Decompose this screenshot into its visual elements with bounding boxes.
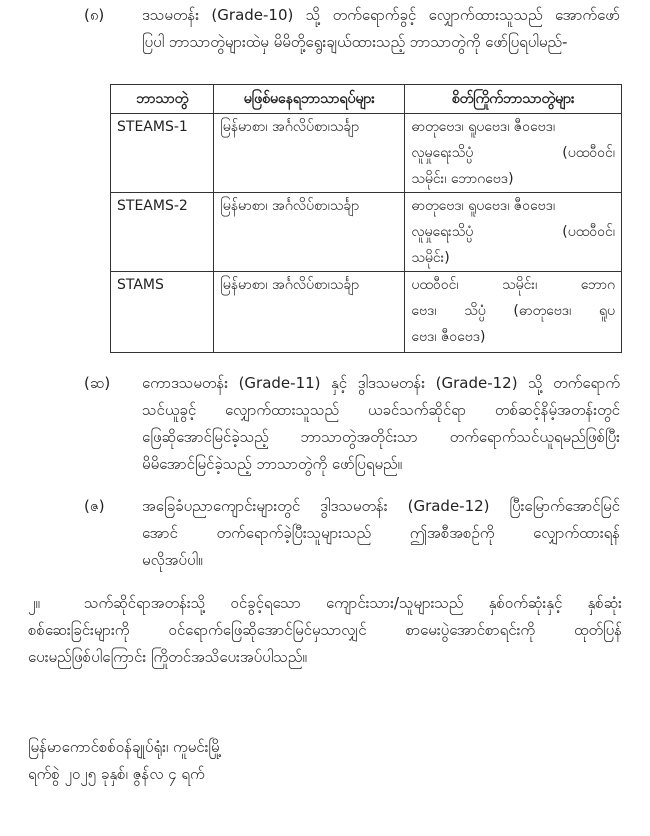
section-ga-line: အောင် တက်ရောက်ခဲ့ပြီးသူများသည် ဤအစီအစဉ်ကို လျှောက်ထားရန် <box>142 524 620 542</box>
section-two-marker: ၂။ <box>28 594 40 612</box>
section-two-line: စစ်ဆေးခြင်းများကို ဝင်ရောက်ဖြေဆိုအောင်မြင်မှသာလျှင် စာမေးပွဲအောင်စာရင်းကို ထုတ်ပြန် <box>28 621 622 639</box>
table-row <box>111 114 622 193</box>
section-ga-marker: (ဇ) <box>84 497 105 515</box>
elective-line: လူမှုရေးသိပ္ပံ (ပထဝီဝင်၊ <box>411 224 615 240</box>
compulsory-cell: မြန်မာစာ၊ အင်္ဂလိပ်စာ၊သင်္ချာ <box>214 272 405 353</box>
stream-cell: STEAMS-1 <box>111 114 214 193</box>
subject-combination-table <box>110 84 622 353</box>
stream-cell: STAMS <box>111 272 214 353</box>
compulsory-cell: မြန်မာစာ၊ အင်္ဂလိပ်စာ၊သင်္ချာ <box>214 193 405 272</box>
section-two-line: သက်ဆိုင်ရာအတန်းသို့ ဝင်ခွင့်ရသော ကျောင်းသား/သူများသည် နှစ်ဝက်ဆုံးနှင့် နှစ်ဆုံး <box>84 594 622 612</box>
compulsory-cell: မြန်မာစာ၊ အင်္ဂလိပ်စာ၊သင်္ချာ <box>214 114 405 193</box>
table-row <box>111 272 622 353</box>
elective-cell <box>405 193 622 272</box>
elective-line: သမိုင်း၊ ဘောဂဗေဒ) <box>411 171 514 187</box>
section-two-line: ပေးမည်ဖြစ်ပါကြောင်း ကြိုတင်အသိပေးအပ်ပါသည်။ <box>28 648 307 666</box>
signature-office: မြန်မာကောင်စစ်ဝန်ချုပ်ရုံး၊ ကူမင်းမြို့ <box>28 738 222 756</box>
section-kha-marker: (ဆ) <box>84 374 111 392</box>
table-header-row <box>111 85 622 114</box>
header-compulsory: မဖြစ်မနေရဘာသာရပ်များ <box>214 85 405 114</box>
elective-cell <box>405 272 622 353</box>
elective-line: ဓာတုဗေဒ၊ ရူပဗေဒ၊ ဇီဝဗေဒ၊ <box>411 119 556 135</box>
section-two-text <box>28 590 622 671</box>
stream-cell: STEAMS-2 <box>111 193 214 272</box>
section-kha-line: ဖြေဆိုအောင်မြင်ခဲ့သည့် ဘာသာတွဲအတိုင်းသာ တက်ရောက်သင်ယူရမည်ဖြစ်ပြီး <box>142 428 620 446</box>
header-elective: စိတ်ကြိုက်ဘာသာတွဲများ <box>405 85 622 114</box>
section-kha-text <box>142 370 620 478</box>
section-kha-line: မိမိအောင်မြင်ခဲ့သည့် ဘာသာတွဲကို ဖော်ပြရမည်။ <box>142 455 403 473</box>
signature-block <box>28 734 222 788</box>
section-ka-line: ဒသမတန်း (Grade-10) သို့ တက်ရောက်ခွင့် လျှောက်ထားသူသည် အောက်ဖော် <box>142 6 620 24</box>
section-ga-text <box>142 493 620 574</box>
section-ka-marker: (၈) <box>84 6 105 24</box>
header-stream: ဘာသာတွဲ <box>111 85 214 114</box>
elective-cell <box>405 114 622 193</box>
section-ga-line: အခြေခံပညာကျောင်းများတွင် ဒွါဒသမတန်း (Grade-12) ပြီးမြောက်အောင်မြင် <box>142 497 620 515</box>
section-kha-line: ကောဒသမတန်း (Grade-11) နှင့် ဒွါဒသမတန်း (Grade-12) သို့ တက်ရောက် <box>142 374 620 392</box>
section-ka-line: ပြပါ ဘာသာတွဲများထဲမှ မိမိတို့ရွေးချယ်ထားသည့် ဘာသာတွဲကို ဖော်ပြရပါမည်- <box>142 33 568 51</box>
elective-line: ပထဝီဝင်၊ သမိုင်း၊ ဘောဂ <box>411 277 615 293</box>
signature-date: ရက်စွဲ ၂၀၂၅ ခုနှစ်၊ ဇွန်လ ၄ ရက် <box>28 765 205 783</box>
section-ga-line: မလိုအပ်ပါ။ <box>142 551 203 569</box>
elective-line: ဗေဒ၊ ဇီဝဗေဒ) <box>411 329 486 345</box>
table-row <box>111 193 622 272</box>
section-ka-text <box>142 2 620 56</box>
section-kha-line: သင်ယူခွင့် လျှောက်ထားသူသည် ယခင်သက်ဆိုင်ရာ တစ်ဆင့်နိမ့်အတန်းတွင် <box>142 401 620 419</box>
elective-line: ဓာတုဗေဒ၊ ရူပဗေဒ၊ ဇီဝဗေဒ၊ <box>411 198 556 214</box>
elective-line: သမိုင်း) <box>411 250 450 266</box>
elective-line: ဗေဒ၊ သိပ္ပံ (ဓာတုဗေဒ၊ ရူပ <box>411 303 615 319</box>
elective-line: လူမှုရေးသိပ္ပံ (ပထဝီဝင်၊ <box>411 145 615 161</box>
